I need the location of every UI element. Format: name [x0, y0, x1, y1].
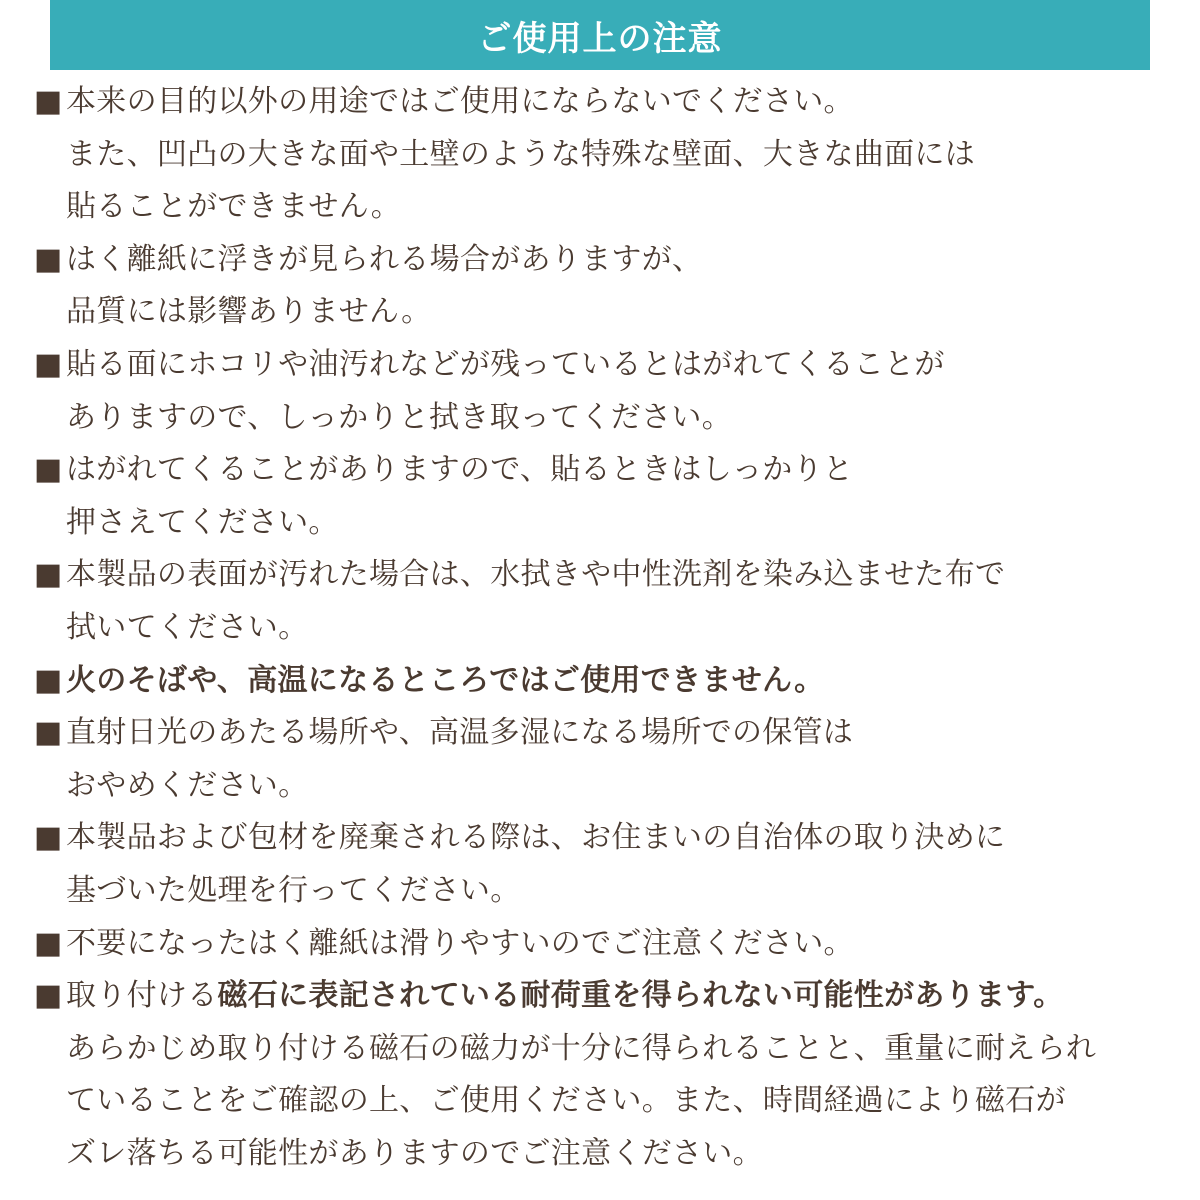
section-title: ご使用上の注意 [477, 18, 723, 59]
list-item [34, 918, 1184, 971]
note-continuation [34, 602, 1184, 655]
note-continuation [34, 760, 1184, 813]
list-item [34, 812, 1184, 865]
list-item [34, 234, 1184, 287]
note-text: 直射日光のあたる場所や、高温多湿になる場所での保管は [66, 715, 854, 751]
bullet-square-icon: ■ [34, 978, 63, 1014]
note-continuation [34, 129, 1184, 182]
bullet-square-icon: ■ [34, 820, 63, 856]
note-continuation [34, 1075, 1184, 1128]
bullet-square-icon: ■ [34, 925, 63, 961]
bullet-square-icon: ■ [34, 452, 63, 488]
note-text: また、凹凸の大きな面や土壁のような特殊な壁面、大きな曲面には [66, 136, 975, 172]
list-item [34, 444, 1184, 497]
list-item-warning [34, 655, 1184, 708]
note-text: ていることをご確認の上、ご使用ください。また、時間経過により磁石が [66, 1083, 1066, 1119]
note-text: はく離紙に浮きが見られる場合がありますが、 [66, 241, 703, 277]
bullet-square-icon: ■ [34, 557, 63, 593]
note-text: 不要になったはく離紙は滑りやすいのでご注意ください。 [66, 925, 854, 961]
note-text: 火のそばや、高温になるところではご使用できません。 [66, 662, 825, 698]
note-continuation [34, 1128, 1184, 1181]
bullet-square-icon: ■ [34, 346, 63, 382]
note-continuation [34, 392, 1184, 445]
note-text: 本来の目的以外の用途ではご使用にならないでください。 [66, 84, 854, 119]
note-text: 貼る面にホコリや油汚れなどが残っているとはがれてくることが [66, 346, 945, 382]
note-text: 押さえてください。 [66, 504, 339, 540]
list-item [34, 339, 1184, 392]
note-text: 取り付ける [66, 978, 218, 1014]
caution-list [34, 76, 1184, 1180]
note-text: 貼ることができません。 [66, 189, 402, 225]
note-text: ありますので、しっかりと拭き取ってください。 [66, 399, 732, 435]
note-text: ズレ落ちる可能性がありますのでご注意ください。 [66, 1135, 763, 1171]
note-continuation [34, 1023, 1184, 1076]
section-header [50, 0, 1150, 70]
list-item [34, 76, 1184, 129]
note-text: 本製品の表面が汚れた場合は、水拭きや中性洗剤を染み込ませた布で [66, 557, 1006, 593]
bullet-square-icon: ■ [34, 715, 63, 751]
note-text: 本製品および包材を廃棄される際は、お住まいの自治体の取り決めに [66, 820, 1006, 856]
note-text: 基づいた処理を行ってください。 [66, 872, 521, 908]
note-text: はがれてくることがありますので、貼るときはしっかりと [66, 452, 854, 488]
list-item [34, 707, 1184, 760]
bullet-square-icon: ■ [34, 241, 63, 277]
note-text: 拭いてください。 [66, 609, 309, 645]
note-continuation [34, 497, 1184, 550]
note-continuation [34, 865, 1184, 918]
note-continuation [34, 286, 1184, 339]
note-text: 品質には影響ありません。 [66, 294, 432, 330]
list-item [34, 970, 1184, 1023]
bullet-square-icon: ■ [34, 84, 63, 119]
bullet-square-icon: ■ [34, 662, 63, 698]
note-continuation [34, 181, 1184, 234]
note-text: あらかじめ取り付ける磁石の磁力が十分に得られることと、重量に耐えられ [66, 1030, 1097, 1066]
note-text: おやめください。 [66, 767, 309, 803]
note-text-emphasis: 磁石に表記されている耐荷重を得られない可能性があります。 [217, 978, 1064, 1014]
list-item [34, 549, 1184, 602]
